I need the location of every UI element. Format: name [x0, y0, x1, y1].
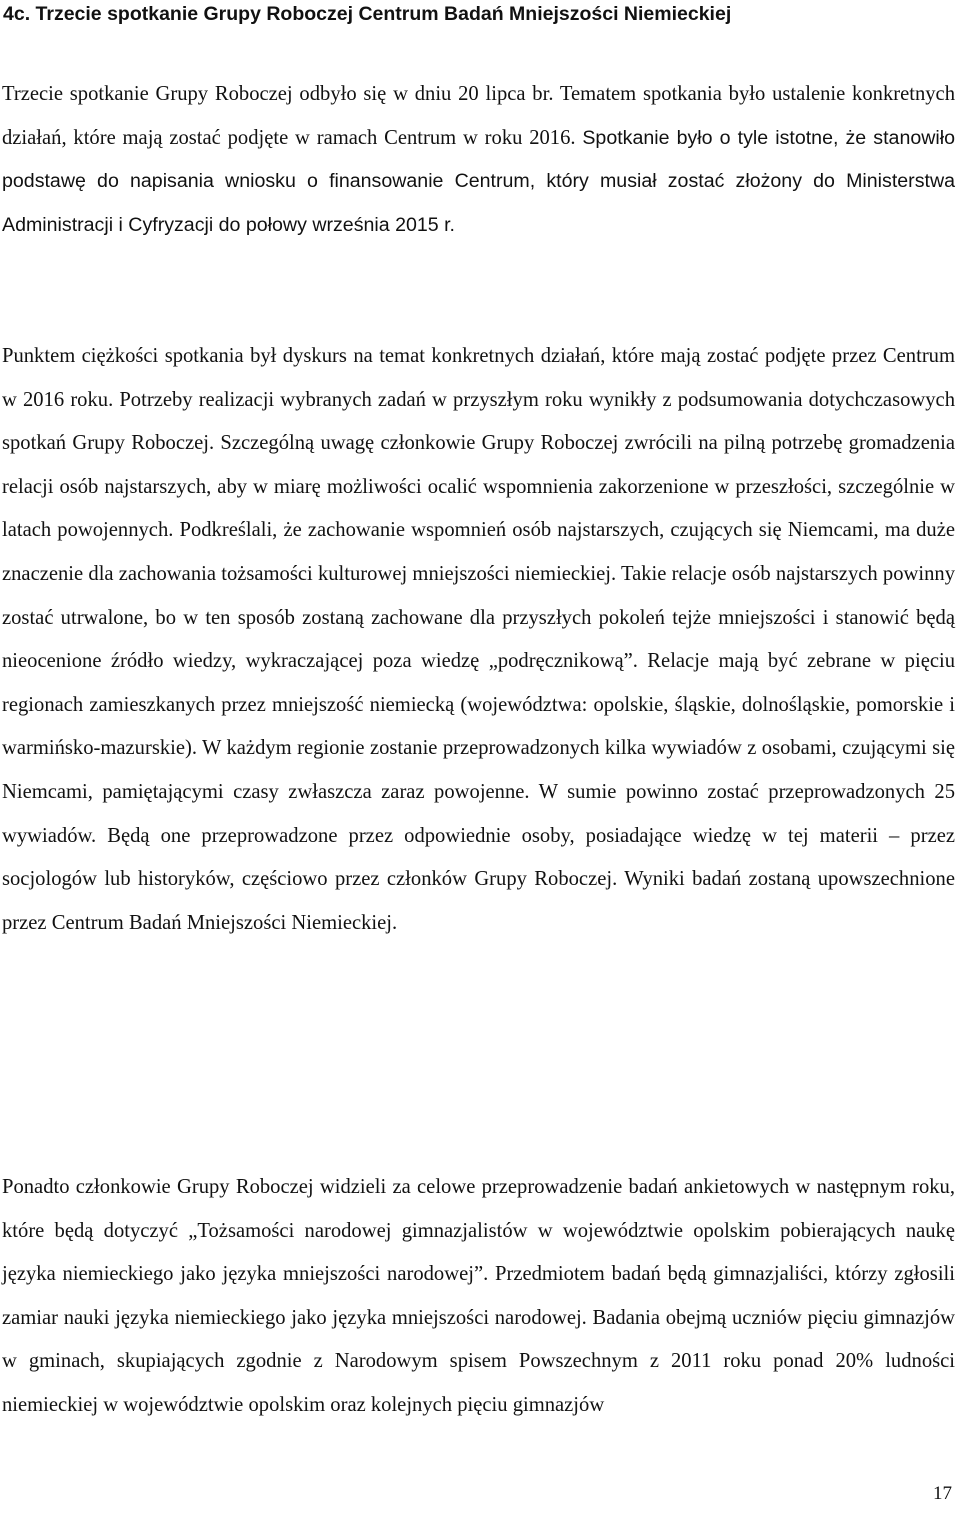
section-heading: 4c. Trzecie spotkanie Grupy Roboczej Centrum Badań Mniejszości Niemieckiej	[3, 3, 732, 25]
paragraph-3: Ponadto członkowie Grupy Roboczej widzieli za celowe przeprowadzenie badań ankietowych w następnym roku, które będą dotyczyć „Tożsamości narodowej gimnazjalistów w województwie opolskim pobierających naukę języka niemieckiego jako języka mniejszości narodowej”. Przedmiotem badań będą gimnazjaliści, którzy zgłosili zamiar nauki języka niemieckiego jako języka mniejszości narodowej. Badania obejmą uczniów pięciu gimnazjów w gminach, skupiających zgodnie z Narodowym spisem Powszechnym z 2011 roku ponad 20% ludności niemieckiej w województwie opolskim oraz kolejnych pięciu gimnazjów	[2, 1176, 955, 1416]
paragraph-1-serif-text: Trzecie spotkanie Grupy Roboczej odbyło się w dniu 20 lipca br. Tematem spotkania było ustalenie konkretnych działań, które mają zostać podjęte w ramach Centrum w roku 2016.	[2, 83, 955, 149]
page-number: 17	[933, 1483, 952, 1504]
paragraph-1	[2, 73, 955, 247]
paragraph-1-sans-text: Spotkanie było o tyle istotne, że stanowiło podstawę do napisania wniosku o finansowanie Centrum, który musiał zostać złożony do Ministerstwa Administracji i Cyfryzacji do połowy września 2015 r.	[2, 126, 955, 236]
paragraph-2: Punktem ciężkości spotkania był dyskurs na temat konkretnych działań, które mają zostać podjęte przez Centrum w 2016 roku. Potrzeby realizacji wybranych zadań w przyszłym roku wynikły z podsumowania dotychczasowych spotkań Grupy Roboczej. Szczególną uwagę członkowie Grupy Roboczej zwrócili na pilną potrzebę gromadzenia relacji osób najstarszych, aby w miarę możliwości ocalić wspomnienia zakorzenione w przeszłości, szczególnie w latach powojennych. Podkreślali, że zachowanie wspomnień osób najstarszych, czujących się Niemcami, ma duże znaczenie dla zachowania tożsamości kulturowej mniejszości niemieckiej. Takie relacje osób najstarszych powinny zostać utrwalone, bo w ten sposób zostaną zachowane dla przyszłych pokoleń tejże mniejszości i stanowić będą nieocenione źródło wiedzy, wykraczającej poza wiedzę „podręcznikową”. Relacje mają być zebrane w pięciu regionach zamieszkanych przez mniejszość niemiecką (województwa: opolskie, śląskie, dolnośląskie, pomorskie i warmińsko-mazurskie). W każdym regionie zostanie przeprowadzonych kilka wywiadów z osobami, czującymi się Niemcami, pamiętającymi czasy zwłaszcza zaraz powojenne. W sumie powinno zostać przeprowadzonych 25 wywiadów. Będą one przeprowadzone przez odpowiednie osoby, posiadające wiedzę w tej materii – przez socjologów lub historyków, częściowo przez członków Grupy Roboczej. Wyniki badań zostaną upowszechnione przez Centrum Badań Mniejszości Niemieckiej.	[2, 345, 955, 934]
